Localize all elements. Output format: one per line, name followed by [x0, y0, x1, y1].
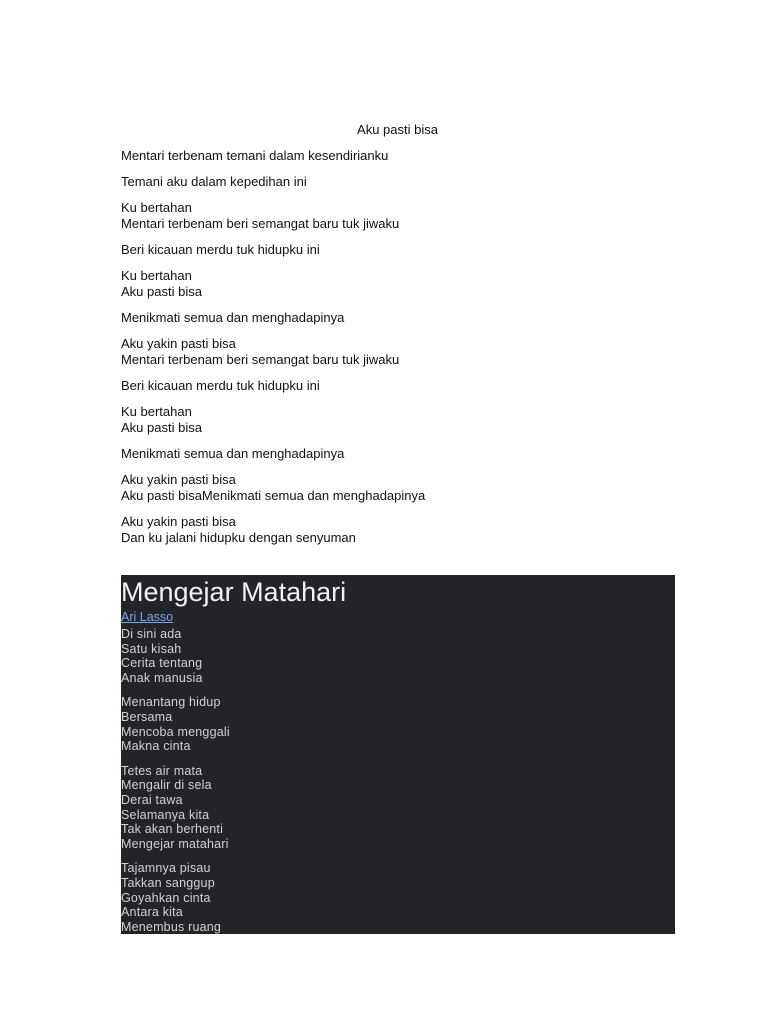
- artist-link[interactable]: Ari Lasso: [121, 610, 174, 624]
- stanza: [121, 695, 675, 753]
- lyric-line: Antara kita: [121, 905, 183, 920]
- lyric-line: Anak manusia: [121, 670, 203, 685]
- stanza: [121, 148, 681, 164]
- lyric-line: Aku yakin pasti bisa: [121, 336, 236, 351]
- lyric-line: Tak akan berhenti: [121, 822, 224, 837]
- stanza: [121, 242, 681, 258]
- lyric-line: Tajamnya pisau: [121, 861, 211, 876]
- lyric-line: Ku bertahan: [121, 268, 192, 283]
- lyric-line: Ku bertahan: [121, 200, 192, 215]
- lyric-line: Di sini ada: [121, 627, 182, 641]
- lyric-line: Menembus ruang: [121, 919, 222, 934]
- lyric-line: Derai tawa: [121, 792, 183, 807]
- stanza: [121, 446, 681, 462]
- stanza: [121, 378, 681, 394]
- lyric-line: Selamanya kita: [121, 807, 210, 822]
- stanza: [121, 627, 675, 685]
- lyric-line: Aku yakin pasti bisa: [121, 514, 236, 529]
- lyric-line: Temani aku dalam kepedihan ini: [121, 174, 307, 189]
- lyric-line: Takkan sanggup: [121, 875, 215, 890]
- lyric-line: Bersama: [121, 709, 173, 724]
- stanza: [121, 174, 681, 190]
- lyric-line: Mentari terbenam beri semangat baru tuk jiwaku: [121, 352, 400, 367]
- lyric-line: Aku pasti bisa: [121, 284, 202, 299]
- lyric-line: Mengejar matahari: [121, 836, 229, 851]
- stanza: [121, 268, 681, 300]
- lyric-line: Goyahkan cinta: [121, 890, 211, 905]
- stanza: [121, 200, 681, 232]
- stanza: [121, 472, 681, 504]
- stanza: [121, 404, 681, 436]
- lyric-line: Mentari terbenam temani dalam kesendirianku: [121, 148, 389, 163]
- lyric-line: Menikmati semua dan menghadapinya: [121, 310, 345, 325]
- lyric-line: Ku bertahan: [121, 404, 192, 419]
- lyric-line: Aku pasti bisa: [121, 420, 202, 435]
- lyric-line: Satu kisah: [121, 641, 182, 656]
- lyric-line: Menikmati semua dan menghadapinya: [121, 446, 345, 461]
- stanza: [121, 310, 681, 326]
- lyric-line: Aku yakin pasti bisa: [121, 472, 236, 487]
- lyric-line: Makna cinta: [121, 739, 191, 754]
- stanza: [121, 861, 675, 934]
- lyric-line: Mencoba menggali: [121, 724, 230, 739]
- lyric-line: Aku pasti bisaMenikmati semua dan menghadapinya: [121, 488, 426, 503]
- lyric-line: Menantang hidup: [121, 695, 221, 710]
- lyric-line: Tetes air mata: [121, 763, 203, 778]
- lyric-line: Beri kicauan merdu tuk hidupku ini: [121, 378, 320, 393]
- song1-lyrics: [121, 148, 681, 556]
- song2-lyrics: [121, 627, 675, 934]
- lyric-line: Mentari terbenam beri semangat baru tuk jiwaku: [121, 216, 400, 231]
- stanza: [121, 336, 681, 368]
- lyrics-panel: [121, 575, 675, 934]
- stanza: [121, 764, 675, 852]
- lyric-line: Cerita tentang: [121, 656, 203, 671]
- stanza: [121, 514, 681, 546]
- lyric-line: Dan ku jalani hidupku dengan senyuman: [121, 530, 356, 545]
- panel-song-title: Mengejar Matahari: [121, 577, 347, 607]
- lyric-line: Beri kicauan merdu tuk hidupku ini: [121, 242, 320, 257]
- song-title: Aku pasti bisa: [357, 122, 438, 137]
- lyric-line: Mengalir di sela: [121, 778, 212, 793]
